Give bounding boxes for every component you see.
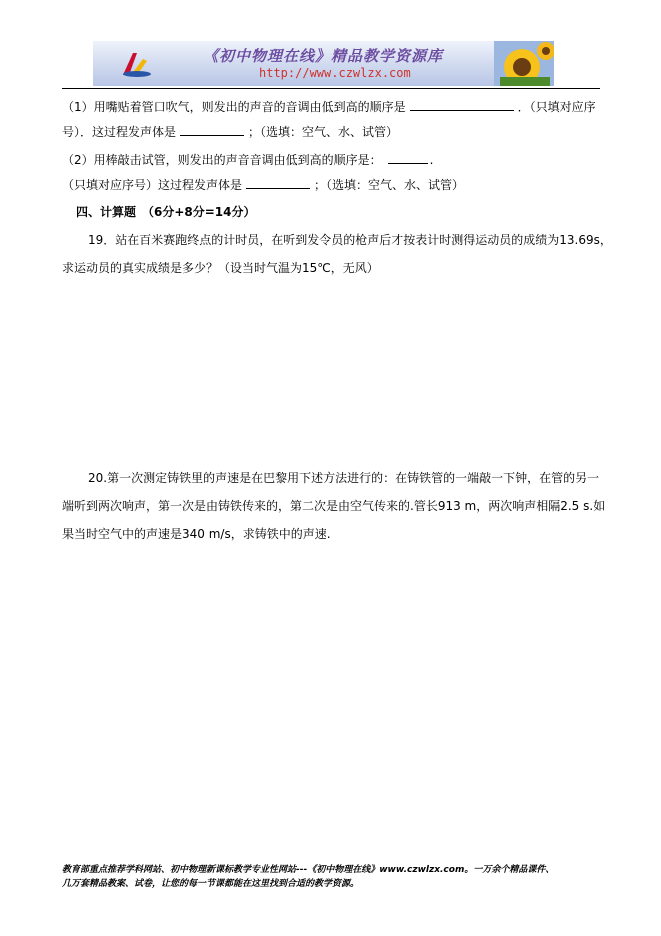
answer-blank[interactable] (246, 176, 310, 189)
header-banner (93, 41, 554, 86)
question-2-line-2: （只填对应序号）这过程发声体是 ；（选填：空气、水、试管） (62, 178, 465, 192)
question-1-line-1: （1）用嘴贴着管口吹气，则发出的声音的音调由低到高的顺序是 ．（只填对应序 (62, 100, 596, 114)
sunflower-icon (494, 41, 554, 86)
header-rule (62, 88, 600, 89)
section-heading: 四、计算题 （6分+8分=14分） (76, 205, 256, 219)
footer-line-2: 几万套精品教案、试卷，让您的每一节课都能在这里找到合适的教学资源。 (62, 879, 360, 889)
question-1-line-2: 号）．这过程发声体是 ；（选填：空气、水、试管） (62, 125, 399, 139)
question-2-line-1: （2）用棒敲击试管，则发出的声音音调由低到高的顺序是： . (62, 153, 434, 167)
page-footer (62, 863, 602, 891)
answer-blank[interactable] (180, 123, 244, 136)
question-19-line-2: 求运动员的真实成绩是多少？（设当时气温为15℃，无风） (62, 261, 379, 275)
answer-blank[interactable] (410, 98, 514, 111)
question-20-line-3: 果当时空气中的声速是340 m/s，求铸铁中的声速. (62, 527, 331, 541)
logo-icon (121, 51, 151, 77)
question-20-line-2: 端听到两次响声，第一次是由铸铁传来的，第二次是由空气传来的.管长913 m，两次响声相隔2.5 s.如 (62, 499, 606, 513)
footer-line-1: 教育部重点推荐学科网站、初中物理新课标教学专业性网站---《初中物理在线》www.czwlzx.com。一万余个精品课件、 (62, 865, 555, 875)
question-19-line-1: 19．站在百米赛跑终点的计时员，在听到发令员的枪声后才按表计时测得运动员的成绩为13.69s， (88, 233, 612, 247)
answer-blank[interactable] (388, 151, 428, 164)
banner-title: 《初中物理在线》精品教学资源库 (203, 47, 444, 65)
banner-url[interactable]: http://www.czwlzx.com (259, 66, 411, 80)
question-20-line-1: 20.第一次测定铸铁里的声速是在巴黎用下述方法进行的：在铸铁管的一端敲一下钟，在管的另一 (88, 471, 600, 485)
